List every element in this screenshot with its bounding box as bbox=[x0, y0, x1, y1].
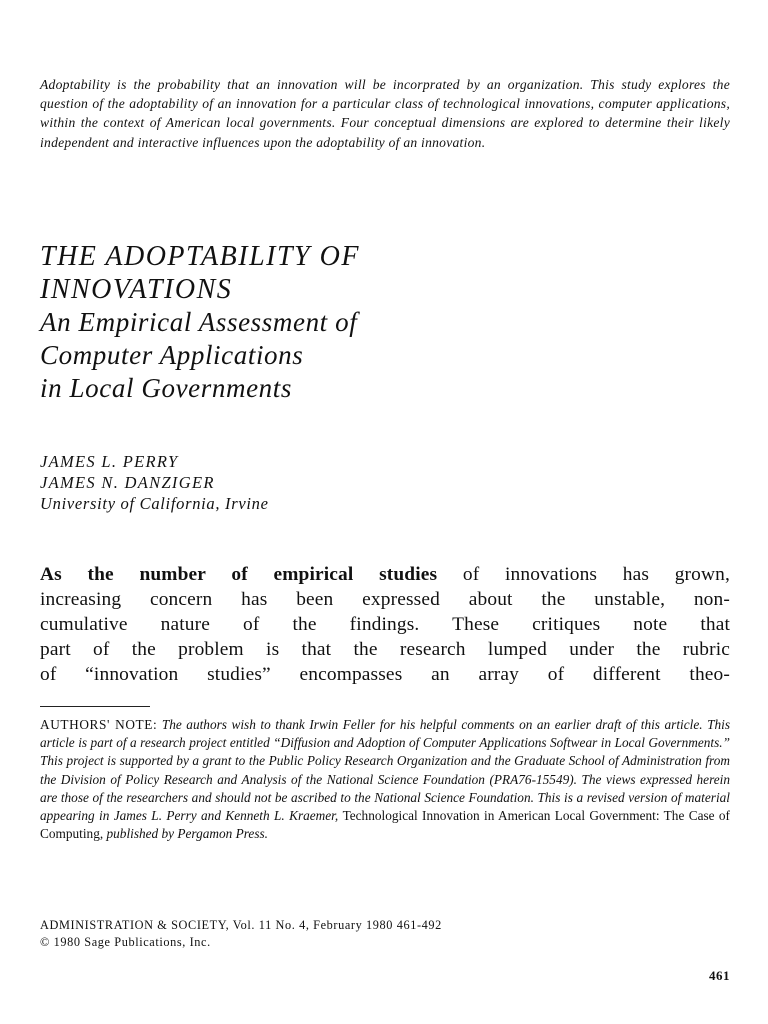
body-line-3: cumulative nature of the findings. These critiques note that bbox=[40, 614, 730, 635]
subtitle-line-3: in Local Governments bbox=[40, 373, 292, 403]
authors-note-text: The authors wish to thank Irwin Feller for his helpful comments on an earlier draft of this article. This article is part of a research project entitled “Diffusion and Adoption of Computer Applications Softwear in Local Governments.” This project is supported by a grant to the Public Policy Research Organization and the Graduate School of Administration from the Division of Policy Research and Analysis of the National Science Foundation (PRA76-15549). The views expressed herein are those of the researchers and should not be ascribed to the National Science Foundation. This is a revised version of material appearing in James L. Perry and Kenneth L. Kraemer, bbox=[40, 717, 730, 824]
author-name-1: JAMES L. PERRY bbox=[40, 452, 179, 471]
footnote-divider bbox=[40, 706, 150, 707]
copyright-line: © 1980 Sage Publications, Inc. bbox=[40, 935, 211, 949]
subtitle-line-1: An Empirical Assessment of bbox=[40, 307, 358, 337]
body-lead-in: As the number of empirical studies bbox=[40, 564, 438, 585]
title-main-line-2: INNOVATIONS bbox=[40, 274, 233, 305]
title-main-line-1: THE ADOPTABILITY OF bbox=[40, 241, 360, 272]
abstract: Adoptability is the probability that an innovation will be incorprated by an organization. This study explores the question of the adoptability of an innovation for a particular class of technological innovations, computer applications, within the context of American local governments. Four conceptual dimensions are explored to determine their likely independent and interactive influences upon the adoptability of an innovation. bbox=[40, 77, 730, 150]
authors-note-book-title: Technological Innovation in American Local Government: The Case of Computing, bbox=[40, 808, 730, 842]
body-line-4: part of the problem is that the research lumped under the rubric bbox=[40, 639, 730, 660]
body-line-5: of “innovation studies” encompasses an array of different theo- bbox=[40, 664, 730, 685]
page-number: 461 bbox=[709, 968, 730, 983]
authors-note bbox=[40, 716, 730, 843]
author-affiliation: University of California, Irvine bbox=[40, 494, 269, 513]
body-line-1-rest: of innovations has grown, bbox=[437, 564, 731, 585]
body-line-2: increasing concern has been expressed about the unstable, non- bbox=[40, 589, 730, 610]
author-name-2: JAMES N. DANZIGER bbox=[40, 473, 215, 492]
journal-line: ADMINISTRATION & SOCIETY, Vol. 11 No. 4, February 1980 461-492 bbox=[40, 918, 442, 932]
authors-note-label: AUTHORS' NOTE: bbox=[40, 717, 158, 732]
journal-citation bbox=[40, 917, 442, 951]
authors-note-publisher: published by Pergamon Press. bbox=[103, 826, 269, 842]
author-block bbox=[40, 451, 269, 514]
body-line-1 bbox=[40, 562, 730, 587]
body-text bbox=[40, 562, 730, 687]
article-title bbox=[40, 240, 730, 405]
subtitle-line-2: Computer Applications bbox=[40, 340, 304, 370]
